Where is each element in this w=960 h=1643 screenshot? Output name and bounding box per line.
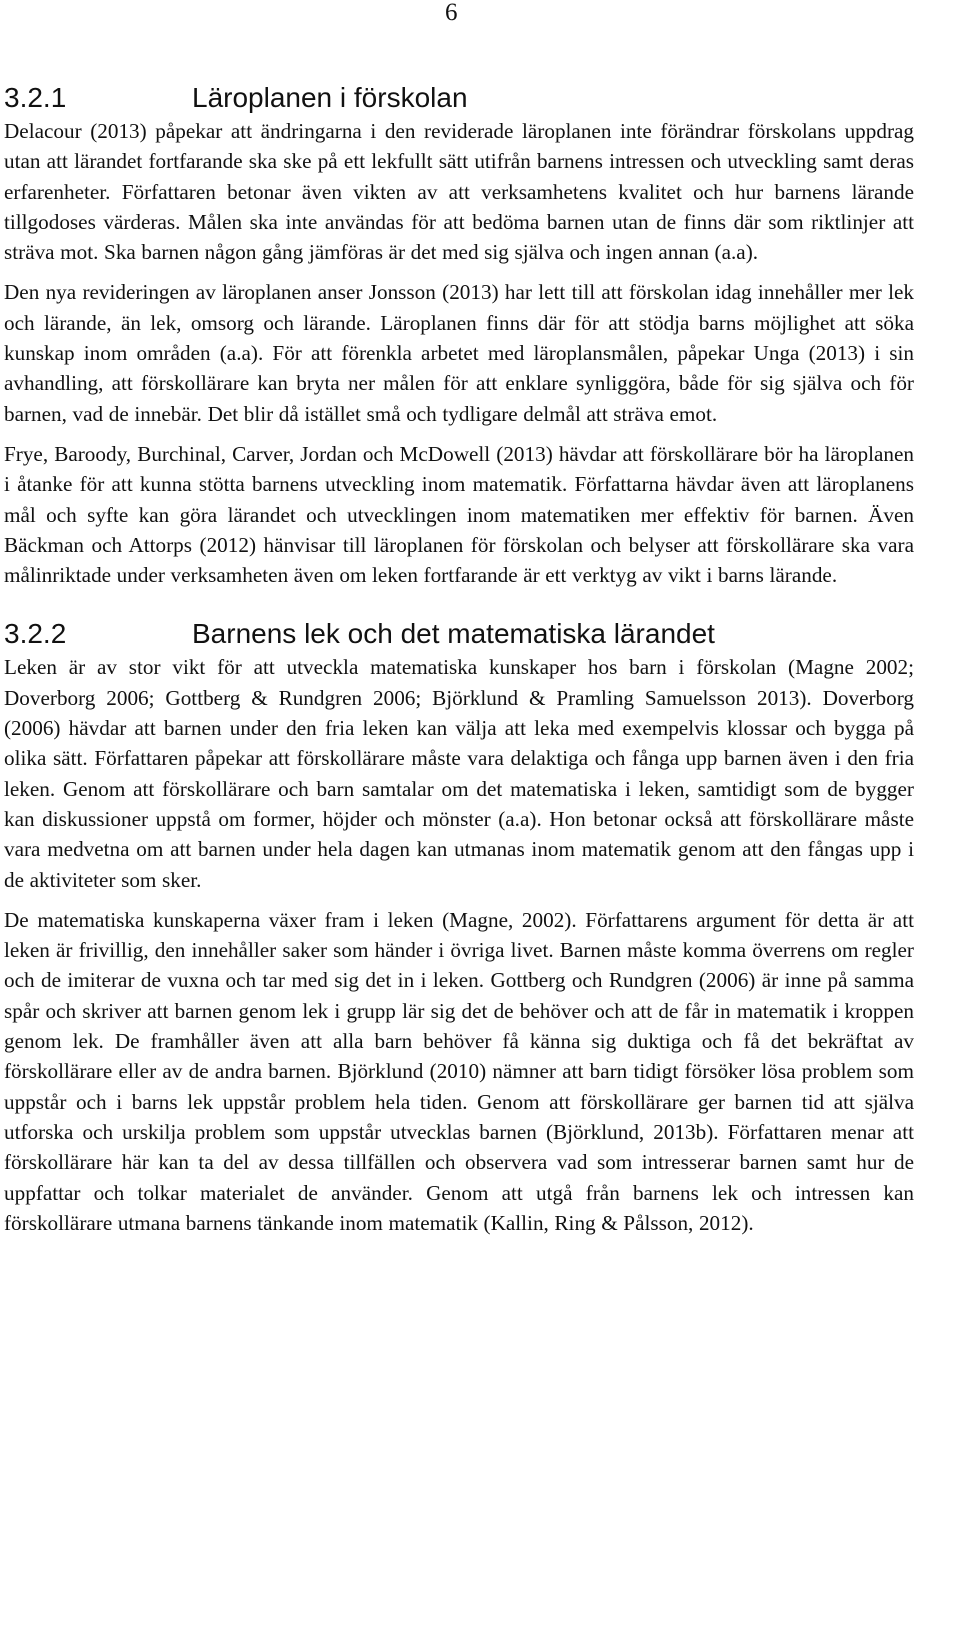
paragraph: Den nya revideringen av läroplanen anser Jonsson (2013) har lett till att förskolan idag innehåller mer lek och lärande, än lek, omsorg och lärande. Läroplanen finns där för att stödja barns möjlighet att söka kunskap inom områden (a.a). För att förenkla arbetet med läroplansmålen, påpekar Unga (2013) i sin avhandling, att förskollärare kan bryta ner målen för att enklare synliggöra, både för sig själva och för barnen, vad de innebär. Det blir då istället små och tydligare delmål att sträva emot. [4, 280, 914, 426]
document-body [4, 80, 914, 1238]
paragraph: De matematiska kunskaperna växer fram i leken (Magne, 2002). Författarens argument för detta är att leken är frivillig, den innehåller saker som händer i övriga livet. Barnen måste komma överrens om regler och de imiterar de vuxna och tar med sig det in i leken. Gottberg och Rundgren (2006) är inne på samma spår och skriver att barnen genom lek i grupp lär sig det de behöver och att de får in matematik i kroppen genom lek. De framhåller även att alla barn behöver få känna sig duktiga och få det bekräftat av förskollärare eller av de andra barnen. Björklund (2010) nämner att barn tidigt försöker lösa problem som uppstår och i barns lek uppstår problem hela tiden. Genom att förskollärare ger barnen tid att själva utforska och urskilja problem som uppstår utvecklas barnen (Björklund, 2013b). Författaren menar att förskollärare här kan ta del av dessa tillfällen och observera vad som intresserar barnen samt hur de uppfattar och tolkar materialet de använder. Genom att utgå från barnens lek och intressen kan förskollärare utmana barnens tänkande inom matematik (Kallin, Ring & Pålsson, 2012). [4, 907, 914, 1235]
paragraph: Delacour (2013) påpekar att ändringarna i den reviderade läroplanen inte förändrar förskolans uppdrag utan att lärandet fortfarande ska ske på ett lekfullt sätt utifrån barnens intressen och utveckling samt deras erfarenheter. Författaren betonar även vikten av att verksamhetens kvalitet och hur barnens lärande tillgodoses värderas. Målen ska inte användas för att bedöma barnen utan de finns där som riktlinjer att sträva mot. Ska barnen någon gång jämföras är det med sig själva och ingen annan (a.a). [4, 119, 914, 265]
paragraph: Leken är av stor vikt för att utveckla matematiska kunskaper hos barn i förskolan (Magne 2002; Doverborg 2006; Gottberg & Rundgren 2006; Björklund & Pramling Samuelsson 2013). Doverborg (2006) hävdar att barnen under den fria leken kan välja att leka med exempelvis klossar och bygga på olika sätt. Författaren påpekar att förskollärare måste vara delaktiga och fånga upp barnen även i den fria leken. Genom att förskollärare och barn samtalar om det matematiska i leken, samtidigt som de bygger kan diskussioner uppstå om former, höjder och mönster (a.a). Hon betonar också att förskollärare måste vara medvetna om att barnen under hela dagen kan utmanas inom matematik genom att den fångas upp i de aktiviteter som sker. [4, 655, 914, 892]
page-number: 6 [445, 0, 458, 26]
section-heading-3-2-1 [4, 80, 914, 116]
section-title: Barnens lek och det matematiska lärandet [192, 618, 715, 650]
section-number: 3.2.1 [4, 82, 67, 113]
paragraph: Frye, Baroody, Burchinal, Carver, Jordan och McDowell (2013) hävdar att förskollärare bör ha läroplanen i åtanke för att kunna stötta barnens utveckling inom matematik. Författarna hävdar även att läroplanens mål och syfte kan göra lärandet och utvecklingen inom matematiken mer effektiv för barnen. Även Bäckman och Attorps (2012) hänvisar till läroplanen för förskolan och belyser att förskollärare ska vara målinriktade under verksamheten även om leken fortfarande är ett verktyg av vikt i barns lärande. [4, 441, 914, 588]
section-title: Läroplanen i förskolan [192, 82, 468, 113]
section-number: 3.2.2 [4, 618, 67, 650]
section-heading-3-2-2 [4, 616, 914, 652]
